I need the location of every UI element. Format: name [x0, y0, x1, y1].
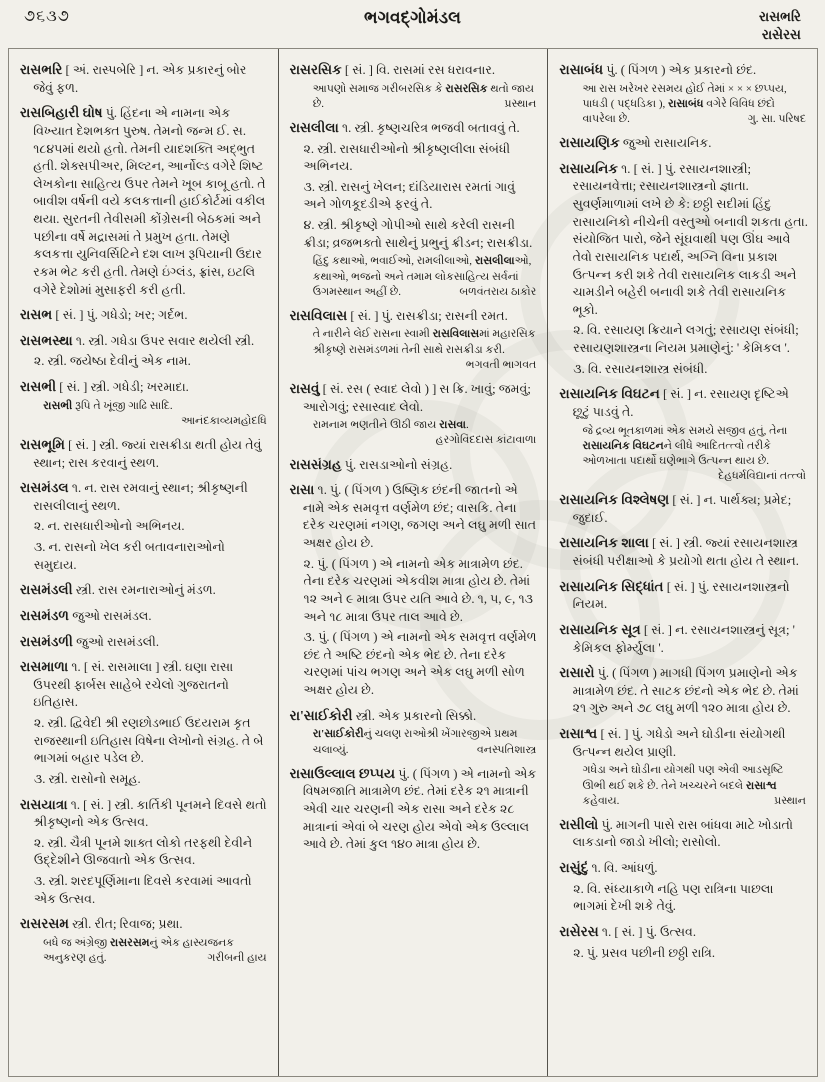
dictionary-entry: રાસમંડળ જુઓ રાસમંડલ.: [20, 607, 152, 623]
dictionary-entry: રાસુંદું ૧. વિ. આંધળું.: [559, 860, 658, 876]
entry-sense: ૪. સ્ત્રી. શ્રીકૃષ્ણે ગોપીઓ સાથે કરેલી રાસની ક્રીડા; વ્રજભક્તો સાથેનું પ્રભુનું ક્રીડન; રાસક્રીડા.: [303, 218, 533, 250]
dictionary-entry: રાસીલો પું. માગની પાસે રાસ બાંધવા માટે ખોડાતો લાકડાનો જાડો ખીલો; રાસોલો.: [559, 816, 794, 850]
citation-text: આપણો સમાજ ગરીબરસિક કે રાસરસિક થતો જાય છે.: [312, 82, 535, 110]
entry-headword: રાસમંડળી: [20, 633, 73, 649]
entry-headword: રાસભૂમિ: [20, 436, 65, 452]
citation: [582, 82, 806, 128]
entry-headword: રાસબિહારી ઘોષ: [20, 105, 103, 121]
entry-sense: ૩. સ્ત્રી. શરદપૂર્ણિમાના દિવસે કરવામાં આવતો એક ઉત્સવ.: [33, 874, 252, 906]
citation-source: ગુ. સા. પરિષદ: [747, 112, 807, 125]
citation-text: જે દ્રવ્ય ભૂતકાળમાં એક સમયે સજીવ હતું, તેના રાસાયનિક વિઘટનને લીધે આદિતત્ત્વો તરીકે ઓળખાતા પદાર્થો ઘણેભાગે ઉત્પન્ન થાય છે.: [582, 424, 788, 467]
entry-sense: ૨. પું. ( પિંગળ ) એ નામનો એક માત્રામેળ છંદ. તેના દરેક ચરણમાં એકવીશ માત્રા હોય છે. તેમાં ૧૨ અને ૯ માત્રા ઉપર યતિ આવે છે. ૧, ૫, ૯, ૧૩ અને ૧૮ માત્રા ઉપર તાલ આવે છે.: [303, 556, 534, 624]
dictionary-entry: રાસલીલા ૧. સ્ત્રી. કૃષ્ણચરિત્ર ભજવી બતાવવું તે.: [289, 119, 520, 135]
dictionary-entry: રાસમંડલ ૧. ન. રાસ રમવાનું સ્થાન; શ્રીકૃષ્ણની રાસલીલાનું સ્થળ.: [20, 480, 248, 513]
entry-headword: રાસમંડળ: [20, 607, 70, 623]
entry-headword: રાસરસિક: [289, 62, 342, 77]
citation: [313, 418, 537, 448]
entry-headword: રાસમંડલી: [20, 582, 73, 598]
dictionary-entry: રાસવિલાસ [ સં. ] પું. રાસક્રીડા; રાસની રમત.: [289, 307, 508, 323]
citation-source: બળવંતરાય ઠાકોર: [459, 285, 537, 298]
guide-word-bottom: રાસેરસ: [761, 27, 801, 43]
dictionary-entry: રાસબિહારી ઘોષ પું. હિંદના એ નામના એક વિખ્યાત દેશભક્ત પુરુષ. તેમનો જન્મ ઈ. સ. ૧૮૪૫માં થયો હતો. તેમની યાદશક્તિ અદ્ભુત હતી. શેક્સપીઅર, મિલ્ટન, આર્નોલ્ડ વગેરે શિષ્ટ લેખકોના સાહિત્ય ઉપર તેમને ખૂબ કાબૂ હતો. તે બાવીશ વર્ષની વયે કલકત્તાની હાઈકોર્ટમાં વકીલ થયા. સુરતની તેવીસમી કોંગ્રેસની બેઠકમાં અને પછીના વર્ષે મદ્રાસમાં તે પ્રમુખ હતા. તેમણે કલકત્તા યુનિવર્સિટિને દશ લાખ રૂપિયાની ઉદાર રકમ ભેટ કરી હતી. તેમણે ઇંગ્લંડ, ફ્રાંસ, ઇટલિ વગેરે દેશોમાં મુસાફરી કરી હતી.: [20, 105, 266, 297]
entry-headword: રાસાબંધ: [559, 62, 604, 77]
citation-source: દેહધર્મવિદ્યાનાં તત્ત્વો: [718, 470, 807, 483]
citation-source: પ્રસ્થાન: [774, 794, 807, 807]
entry-headword: રાસાયનિક: [559, 160, 618, 176]
dictionary-entry: રાસા ૧. પું. ( પિંગળ ) ઉષ્ણિક છંદની જાતનો એ નામે એક સમવૃત્ત વર્ણમેળ છંદ; વાસકિ. તેના દરેક ચરણમાં નગણ, જગણ અને લઘુ મળી સાત અક્ષર હોય છે.: [289, 482, 537, 551]
entry-headword: રાસસંગ્રહ: [289, 456, 342, 472]
dictionary-entry: રાસાયનિક સૂત્ર [ સં. ] ન. રસાયનશાસ્ત્રનું સૂત્ર; ' કેમિકલ ફોર્મ્યુલા '.: [559, 621, 795, 655]
entry-sense: ૨. વિ. સંધ્યાકાળે નહિ પણ રાત્રિના પાછલા ભાગમાં દેખી શકે તેવું.: [573, 881, 774, 914]
entry-headword: રાસેરસ: [559, 923, 599, 939]
citation-text: હિંદુ કથાઓ, ભવાઈઓ, રામલીલાઓ, રાસલીલાઓ, કથાઓ, ભજનો અને તમામ લોકસાહિત્ય સર્વનાં ઉગમસ્થાન અહીં છે.: [312, 255, 532, 298]
citation-text: બધે જ અંગ્રેજી રાસરસમનું એક હાસ્યજનક અનુકરણ હતું.: [43, 936, 234, 965]
entry-headword: રાસભરિ: [20, 62, 63, 77]
dictionary-entry: રાસભ [ સં. ] પું. ગધેડો; ખર; ગર્દભ.: [20, 307, 188, 323]
entry-sense: ૩. સ્ત્રી. રાસનું ખેલન; દાંડિયારાસ રમતાં ગાવું અને ગોળકૂદડીએ ફરવું તે.: [303, 179, 516, 212]
dictionary-entry: રાસારો પું. ( પિંગળ ) માગધી પિંગળ પ્રમાણેનો એક માત્રામેળ છંદ. તે સાટક છંદનો એક ભેદ છે. તેમાં ૨૧ ગુરુ અને ૭૮ લઘુ મળી ૧૨૦ માત્રા હોય છે.: [559, 665, 799, 716]
citation-text: રા'સાઈકોરીનું ચલણ રાઓશ્રી ખેંગારજીએ પ્રથમ ચલાવ્યું.: [312, 728, 518, 756]
entry-headword: રાસરસમ: [20, 916, 70, 932]
citation-source: ગરીબની હાય: [207, 952, 267, 965]
entry-sense: ૨. વિ. રસાયણ ક્રિયાને લગતું; રસાયણ સંબંધી; રસાયણશાસ્ત્રના નિયમ પ્રમાણેનું: ' કેમિકલ '.: [573, 323, 799, 356]
entry-headword: રાસાઉલ્લાલ છપ્પય: [289, 765, 396, 781]
entry-sense: ૨. સ્ત્રી. દ્વિવેદી શ્રી રણછોડભાઈ ઉદયરામ કૃત રાજસ્થાની ઇતિહાસ વિષેના લેખોનો સંગ્રહ. તે બે ભાગમાં બહાર પડેલ છે.: [33, 716, 264, 766]
column-2: [278, 49, 548, 1076]
citation: [313, 254, 537, 300]
entry-headword: રાસલીલા: [289, 119, 339, 135]
dictionary-entry: રાસાયનિક શાલા [ સં. ] સ્ત્રી. જ્યાં રસાયનશાસ્ત્ર સંબંધી પરીક્ષાઓ કે પ્રયોગો થતા હોય તે સ્થાન.: [559, 535, 799, 569]
entry-headword: રાસવું: [289, 381, 320, 396]
guide-words: [681, 8, 801, 44]
entry-headword: રાસા: [289, 482, 315, 498]
book-title: ભગવદ્ગોમંડલ: [364, 8, 461, 27]
entry-headword: રાસાયનિક સૂત્ર: [559, 621, 641, 637]
citation-source: વનસ્પતિશાસ્ત્ર: [476, 743, 537, 756]
citation: [313, 727, 537, 757]
entry-sense: ૩. વિ. રસાયનશાસ્ત્ર સંબંધી.: [573, 361, 708, 376]
entry-sense: ૨. પું. પ્રસવ પછીની છઠ્ઠી રાત્રિ.: [573, 945, 716, 960]
citation-source: પ્રસ્થાન: [504, 97, 537, 110]
citation: [313, 82, 537, 112]
citation: [43, 936, 267, 966]
dictionary-entry: રાસમંડલી સ્ત્રી. રાસ રમનારાઓનું મંડળ.: [20, 582, 216, 598]
entry-headword: રાસાયનિક શાલા: [559, 535, 649, 551]
dictionary-entry: રાસાબંધ પું. ( પિંગળ ) એક પ્રકારનો છંદ.: [559, 62, 757, 77]
dictionary-entry: રાસેરસ ૧. [ સં. ] પું. ઉત્સવ.: [559, 923, 697, 939]
dictionary-entry: રાસભસ્થા ૧. સ્ત્રી. ગધેડા ઉપર સવાર થયેલી સ્ત્રી.: [20, 332, 255, 348]
guide-word-top: રાસભરિ: [758, 9, 801, 24]
citation-text: તે નારીને લેઈ રાસના સ્વામી રાસવિલાસમાં મહારસિક શ્રીકૃષ્ણે રાસમંડળમાં તેની સાથે રાસક્રીડા કરી.: [312, 328, 536, 356]
citation: [582, 763, 806, 809]
citation-source: આનંદકાવ્યમહોદધિ: [181, 414, 267, 427]
citation-text: આ રાસ ખરેખર રસમય હોઈ તેમાં × × × છપ્પય, પાધડી ( પદ્ધડિકા ), રાસાબંધ વગેરે વિવિધ છંદો વાપરેલા છે.: [582, 82, 787, 125]
entry-sense: ૨. સ્ત્રી. ચૈત્રી પૂનમે શાક્ત લોકો તરફથી દેવીને ઉદ્દેશીને ઊજવાતો એક ઉત્સવ.: [33, 835, 253, 868]
citation-text: રાસભી રૂપિ તે ખૂંજી ગાઢિ સાદિ.: [43, 399, 173, 412]
column-3: [547, 49, 817, 1076]
column-1: [9, 49, 278, 1076]
citation-text: રામનામ ભણતીને ઊઠી જાય રાસવા.: [312, 419, 469, 432]
page-header: [0, 8, 825, 44]
dictionary-entry: રા'સાઈકોરી સ્ત્રી. એક પ્રકારનો સિક્કો.: [289, 707, 477, 723]
dictionary-entry: રાસસંગ્રહ પું. રાસડાઓનો સંગ્રહ.: [289, 456, 453, 472]
dictionary-entry: રાસાયનિક ૧. [ સં. ] પું. રસાયનશાસ્ત્રી; રસાયનવેત્તા; રસાયનશાસ્ત્રનો જ્ઞાતા. સુવર્ણમાળામાં લખે છે કે: છઠ્ઠી સદીમાં હિંદુ રાસાયનિકો નીચેની વસ્તુઓ બનાવી શકતા હતા. સંયોજિત પારો, જેને સૂંઘવાથી પણ ઊંઘ આવે તેવો રાસાયનિક પદાર્થ, અગ્નિ વિના પ્રકાશ ઉત્પન્ન કરી શકે તેવી રાસાયનિક લાકડી અને ચામડીને બહેરી બનાવી શકે તેવી રાસાયનિક ભૂકો.: [559, 160, 808, 317]
dictionary-entry: રાસાયણિક જુઓ રાસાયનિક.: [559, 135, 712, 151]
entry-headword: રાસાયણિક: [559, 135, 620, 151]
dictionary-entry: રાસાયનિક વિઘટન [ સં. ] ન. રસાયણ દૃષ્ટિએ છૂટું પાડવું તે.: [559, 386, 789, 419]
entry-sense: ૩. ન. રાસનો ખેલ કરી બતાવનારાઓનો સમુદાય.: [33, 540, 225, 572]
entry-headword: રાસમાળા: [20, 659, 69, 675]
entry-headword: રાસભસ્થા: [20, 332, 73, 348]
citation-text: ગધેડા અને ઘોડીના યોગથી પણ એવી આડસૃષ્ટિ ઊભી થઈ શકે છે. તેને ખચ્ચરને બદલે રાસાશ્વ કહેવાય.: [582, 764, 784, 807]
entry-headword: રાસયાત્રા: [20, 796, 68, 812]
dictionary-entry: રાસરસમ સ્ત્રી. રીત; રિવાજ; પ્રથા.: [20, 916, 183, 932]
text-columns: [8, 48, 818, 1077]
entry-sense: ૨. સ્ત્રી. જયેષ્ઠા દેવીનું એક નામ.: [33, 354, 191, 369]
entry-sense: ૨. ન. રાસધારીઓનો અભિનય.: [33, 519, 185, 534]
dictionary-entry: રાસાઉલ્લાલ છપ્પય પું. ( પિંગળ ) એ નામનો એક વિષમજાતિ માત્રામેળ છંદ. તેમાં દરેક ૨૧ માત્રાની એવી ચાર ચરણની એક રાસા અને દરેક ૨૮ માત્રાનાં એવાં બે ચરણ હોય એવો એક ઉલ્લાલ આવે છે. તેમાં કુલ ૧૪૦ માત્રા હોય છે.: [289, 765, 537, 852]
dictionary-entry: રાસયાત્રા ૧. [ સં. ] સ્ત્રી. કાર્તિકી પૂનમને દિવસે થતો શ્રીકૃષ્ણનો એક ઉત્સવ.: [20, 796, 267, 830]
citation: [43, 399, 267, 429]
dictionary-entry: રાસભરિ [ અં. રાસ્પબેરિ ] ન. એક પ્રકારનું બોર જેવું ફળ.: [20, 62, 247, 95]
dictionary-entry: રાસાયનિક સિદ્ધાંત [ સં. ] પું. રસાયનશાસ્ત્રનો નિયમ.: [559, 578, 790, 612]
entry-headword: રાસુંદું: [559, 860, 589, 876]
entry-headword: રાસાશ્વ: [559, 726, 598, 742]
citation-source: હરગોવિંદદાસ કાંટાવાળા: [435, 434, 537, 447]
dictionary-entry: રાસમાળા ૧. [ સં. રાસમાલા ] સ્ત્રી. ઘણા રાસા ઉપરથી ફાર્બસ સાહેબે રચેલો ગુજરાતનો ઇતિહાસ.: [20, 659, 234, 710]
entry-headword: રાસાયનિક વિઘટન: [559, 386, 660, 402]
entry-headword: રાસભી: [20, 379, 57, 394]
citation-source: ભગવતી ભાગવત: [465, 358, 537, 371]
citation: [582, 424, 806, 485]
entry-headword: રાસભ: [20, 307, 53, 323]
entry-headword: રાસાયનિક વિશ્લેષણ: [559, 492, 670, 508]
entry-headword: રાસમંડલ: [20, 480, 69, 496]
dictionary-entry: રાસાશ્વ [ સં. ] પું. ગધેડો અને ઘોડીના સંયોગથી ઉત્પન્ન થયેલ પ્રાણી.: [559, 726, 786, 759]
entry-sense: ૩. પું. ( પિંગળ ) એ નામનો એક સમવૃત્ત વર્ણમેળ છંદ તે અષ્ટિ છંદનો એક ભેદ છે. તેના દરેક ચરણમાં પાંચ ભગણ અને એક લઘુ મળી સોળ અક્ષર હોય છે.: [303, 630, 537, 698]
dictionary-entry: રાસાયનિક વિશ્લેષણ [ સં. ] ન. પાર્થક્ય; પ્રમેદ; જુદાઈ.: [559, 492, 792, 525]
page-number: ૭૬૩૭: [24, 8, 70, 25]
entry-headword: રાસાયનિક સિદ્ધાંત: [559, 578, 664, 594]
entry-headword: રાસારો: [559, 665, 595, 681]
dictionary-entry: રાસરસિક [ સં. ] વિ. રાસમાં રસ ધરાવનાર.: [289, 62, 495, 77]
citation: [313, 327, 537, 373]
dictionary-entry: રાસભી [ સં. ] સ્ત્રી. ગધેડી; ખરમાદા.: [20, 379, 189, 394]
entry-headword: રાસવિલાસ: [289, 307, 348, 323]
entry-headword: રાસીલો: [559, 816, 599, 832]
dictionary-entry: રાસવું [ સં. રસ ( સ્વાદ લેવો ) ] સ ક્રિ. ખાવું; જમવું; આરોગવું; રસાસ્વાદ લેવો.: [289, 381, 531, 414]
entry-sense: ૩. સ્ત્રી. રાસોનો સમૂહ.: [33, 771, 141, 786]
entry-headword: રા'સાઈકોરી: [289, 707, 353, 723]
dictionary-entry: રાસમંડળી જુઓ રાસમંડલી.: [20, 633, 160, 649]
entry-sense: ૨. સ્ત્રી. રાસધારીઓનો શ્રીકૃષ્ણલીલા સંબંધી અભિનય.: [303, 141, 511, 174]
dictionary-entry: રાસભૂમિ [ સં. ] સ્ત્રી. જ્યાં રાસક્રીડા થતી હોય તેવું સ્થાન; રાસ કરવાનું સ્થળ.: [20, 436, 262, 470]
